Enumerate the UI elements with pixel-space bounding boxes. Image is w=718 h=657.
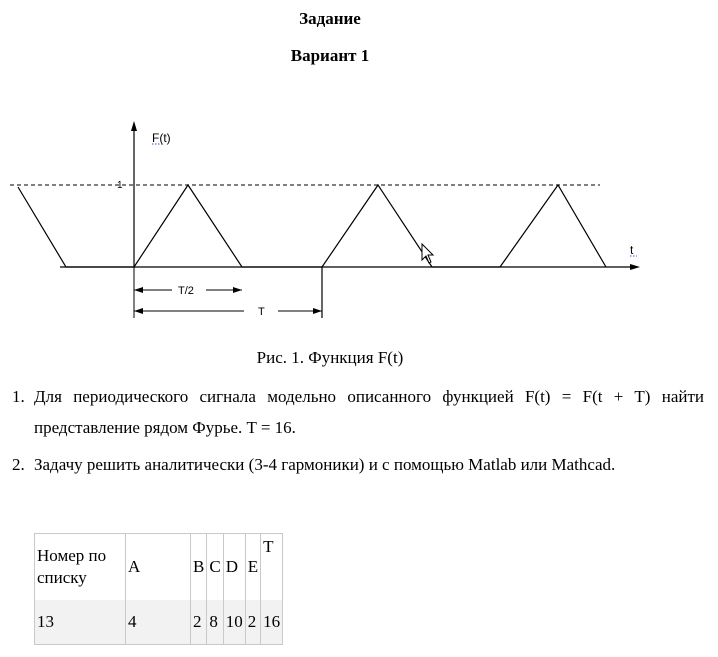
header-cell: D bbox=[224, 534, 246, 600]
period-label: T bbox=[258, 306, 265, 318]
table-cell: 8 bbox=[207, 600, 223, 644]
list-item-text: Для периодического сигнала модельно описанного функцией F(t) = F(t + T) найти представление рядом Фурье. T = 16. bbox=[34, 387, 704, 437]
y-axis-label: F(t) bbox=[152, 131, 171, 145]
variant-table bbox=[34, 533, 283, 645]
variant-title: Вариант 1 bbox=[290, 46, 370, 65]
list-item-text: Задачу решить аналитически (3-4 гармоники) и с помощью Matlab или Mathcad. bbox=[34, 455, 616, 474]
x-axis-label: t bbox=[630, 243, 634, 257]
table-header-row bbox=[35, 534, 282, 600]
list-item bbox=[0, 449, 704, 480]
header-cell: T bbox=[261, 534, 282, 600]
table-cell: 10 bbox=[224, 600, 246, 644]
x-axis-arrow bbox=[630, 264, 640, 270]
function-figure bbox=[0, 115, 718, 325]
variant-table-wrapper bbox=[34, 533, 283, 645]
header-cell: E bbox=[246, 534, 261, 600]
period-arrow-left bbox=[134, 308, 143, 314]
list-item-number: 2. bbox=[12, 455, 25, 474]
table-cell: 2 bbox=[246, 600, 261, 644]
period-arrow-right bbox=[313, 308, 322, 314]
y-axis-arrow bbox=[131, 121, 137, 131]
task-list bbox=[0, 381, 718, 486]
table-cell: 2 bbox=[191, 600, 207, 644]
triangle-waveform bbox=[18, 185, 606, 267]
table-cell: 4 bbox=[126, 600, 191, 644]
table-row bbox=[35, 600, 282, 644]
figure-caption: Рис. 1. Функция F(t) bbox=[256, 348, 404, 367]
table-cell: 16 bbox=[261, 600, 282, 644]
mouse-cursor-icon bbox=[422, 244, 433, 263]
level-label: 1 bbox=[117, 180, 123, 191]
list-item bbox=[0, 381, 704, 443]
half-period-arrow-right bbox=[233, 287, 242, 293]
header-cell: A bbox=[126, 534, 191, 600]
table-cell: 13 bbox=[35, 600, 126, 644]
header-cell: B bbox=[191, 534, 207, 600]
header-cell: C bbox=[207, 534, 223, 600]
half-period-arrow-left bbox=[134, 287, 143, 293]
list-item-number: 1. bbox=[12, 387, 25, 406]
document-title: Задание bbox=[299, 9, 361, 28]
half-period-label: T/2 bbox=[178, 285, 194, 297]
header-cell: Номер по списку bbox=[35, 534, 126, 600]
